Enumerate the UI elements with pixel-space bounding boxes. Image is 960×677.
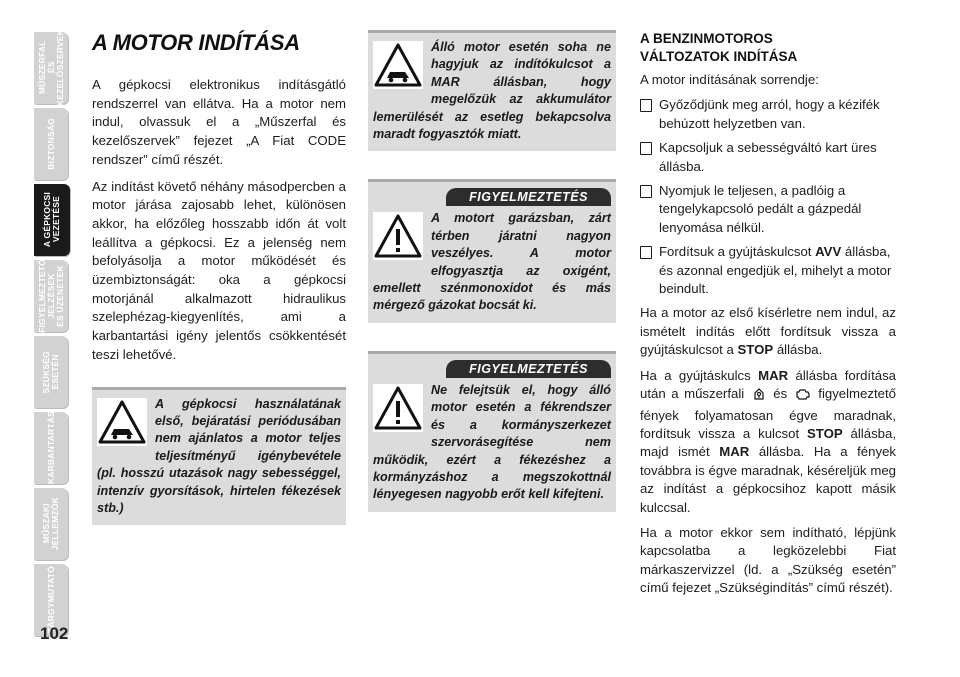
warning-text: Ne felejtsük el, hogy álló motor esetén a fékrendszer és a kormányszerkezet szervorásegítése nem működik, ezért a fékezéshez a kormányzáshoz a megszokottnál lényegesen nagyobb erőt kell kifejteni. <box>373 382 611 502</box>
text-run: Ha a motor az első kísérletre nem indul, az ismételt indítás előtt fordítsuk vissza a gyújtáskulcsot a <box>640 305 896 358</box>
tab-label: SZÜKSÉG ESETÉN <box>41 350 60 394</box>
warning-text: A motort garázsban, zárt térben járatni nagyon veszélyes. A motor elfogyasztja az oxigént, emellett szénmonoxidot és más mérgező gázokat bocsát ki. <box>373 211 611 313</box>
note-box <box>368 30 616 151</box>
keyword: AVV <box>815 244 842 260</box>
tab-szukseg-eseten[interactable] <box>34 336 68 408</box>
warning-header: FIGYELMEZTETÉS <box>446 188 611 206</box>
note-text: A gépkocsi használatának első, bejáratási periódusában nem ajánlatos a motor teljes teljesítményű igénybevétele (pl. hosszú utazások nagy sebességgel, intenzív gyorsítások, hirtelen fékezések stb.) <box>97 396 341 515</box>
tab-biztonsag[interactable] <box>34 108 68 180</box>
tab-label: BIZTONSÁG <box>45 118 56 170</box>
engine-warning-icon <box>795 387 811 406</box>
car-note-icon <box>97 398 147 446</box>
warning-icon <box>373 384 423 432</box>
paragraph <box>640 304 896 359</box>
tab-karbantartas[interactable] <box>34 412 68 484</box>
text-run: állásba, majd ismét <box>640 425 896 460</box>
car-note-icon <box>373 41 423 89</box>
keyword: MAR <box>719 444 750 460</box>
text-run: és <box>767 386 793 402</box>
step-text: Kapcsoljuk a sebességváltó kart üres állásba. <box>659 140 877 174</box>
tab-label: TÁRGYMUTATÓ <box>45 566 56 634</box>
warning-icon <box>373 212 423 260</box>
keyword: MAR <box>758 367 789 383</box>
tab-label: MŰSZAKI JELLEMZŐK <box>41 497 60 551</box>
list-item <box>640 139 896 176</box>
step-text: Nyomjuk le teljesen, a padlóig a tengelykapcsoló pedált a gázpedál lenyomása nélkül. <box>659 183 862 235</box>
list-item <box>640 182 896 237</box>
keyword: STOP <box>737 342 774 358</box>
paragraph <box>640 367 896 517</box>
paragraph: A gépkocsi elektronikus indításgátló rendszerrel van ellátva. Ha a motor nem indul, olvassuk el a „Műszerfal és kezelőszervek” fejezet „A Fiat CODE rendszer” című részét. <box>92 77 346 167</box>
tab-label: A GÉPKOCSI VEZETÉSE <box>42 192 61 248</box>
warning-box <box>368 351 616 512</box>
list-item <box>640 243 896 298</box>
page-number: 102 <box>40 624 69 643</box>
note-box <box>92 387 346 526</box>
tab-muszerfal[interactable] <box>34 29 68 107</box>
text-run: állásba. Ha a fények továbbra is égve maradnak, késéreljük meg az indítást a gépkocsihoz kapott másik kulccsal. <box>640 444 896 515</box>
checkbox-bullet-icon <box>640 185 652 198</box>
warning-box <box>368 179 616 322</box>
paragraph: Ha a motor ekkor sem indítható, lépjünk kapcsolatba a legközelebbi Fiat márkaszervizzel (ld. a „Szükség esetén” című fejezet „Szükségindítás” című részét). <box>640 524 896 596</box>
column-3 <box>640 30 896 605</box>
tab-label: MŰSZERFAL ÉS KEZELŐSZERVEK <box>36 29 65 107</box>
page-title: A MOTOR INDÍTÁSA <box>92 30 300 55</box>
paragraph: Az indítást követő néhány másodpercben a motor járása zajosabb lehet, különösen akkor, ha előzőleg hosszabb időn át volt leállítva a gépkocsi. Ez a jelenség nem befolyásolja a motor működését és üzembiztonságát: oka a gépkocsi motorjánál alkalmazott hidraulikus szelephézag-kiegyenlítés, ami a karbantartási igény jelentős csökkentését teszi lehetővé. <box>92 178 346 362</box>
checkbox-bullet-icon <box>640 246 652 259</box>
text-run: figyelmeztető fények folyamatosan égve maradnak, fordítsuk vissza a kulcsot <box>640 386 896 441</box>
note-text: Álló motor esetén soha ne hagyjuk az indítókulcsot a MAR állásban, hogy megelőzük az akkumulátor lemerülését az esetleg bekapcsolva maradt fogyasztók miatt. <box>373 40 611 142</box>
step-text: Győződjünk meg arról, hogy a kézifék behúzott helyzetben van. <box>659 97 880 131</box>
step-text: állásba, és azonnal engedjük el, mihelyt a motor beindult. <box>659 244 892 297</box>
section-title: A BENZINMOTOROS VÁLTOZATOK INDÍTÁSA <box>640 31 798 64</box>
tab-label: FIGYELMEZTETŐ JELZÉSEK ÉS ÜZENETEK <box>36 259 65 333</box>
text-run: állásba fordítása után a műszerfali <box>640 367 897 402</box>
column-2 <box>368 30 616 540</box>
tab-muszaki-jellemzok[interactable] <box>34 488 68 560</box>
text-run: állásba. <box>773 342 823 358</box>
warning-header: FIGYELMEZTETÉS <box>446 360 611 378</box>
immobilizer-key-icon <box>752 387 766 406</box>
tab-gepkocsi-vezetese[interactable] <box>34 184 70 256</box>
step-text: Fordítsuk a gyújtáskulcsot <box>659 244 816 260</box>
list-item <box>640 96 896 133</box>
text-run: Ha a gyújtáskulcs <box>640 367 759 383</box>
checkbox-bullet-icon <box>640 142 652 155</box>
column-1 <box>92 30 346 553</box>
checkbox-bullet-icon <box>640 99 652 112</box>
intro-text: A motor indításának sorrendje: <box>640 72 819 87</box>
tab-label: KARBANTARTÁS <box>45 411 56 485</box>
keyword: STOP <box>807 425 843 441</box>
tab-figyelmezteto-jelzesek[interactable] <box>34 260 68 332</box>
